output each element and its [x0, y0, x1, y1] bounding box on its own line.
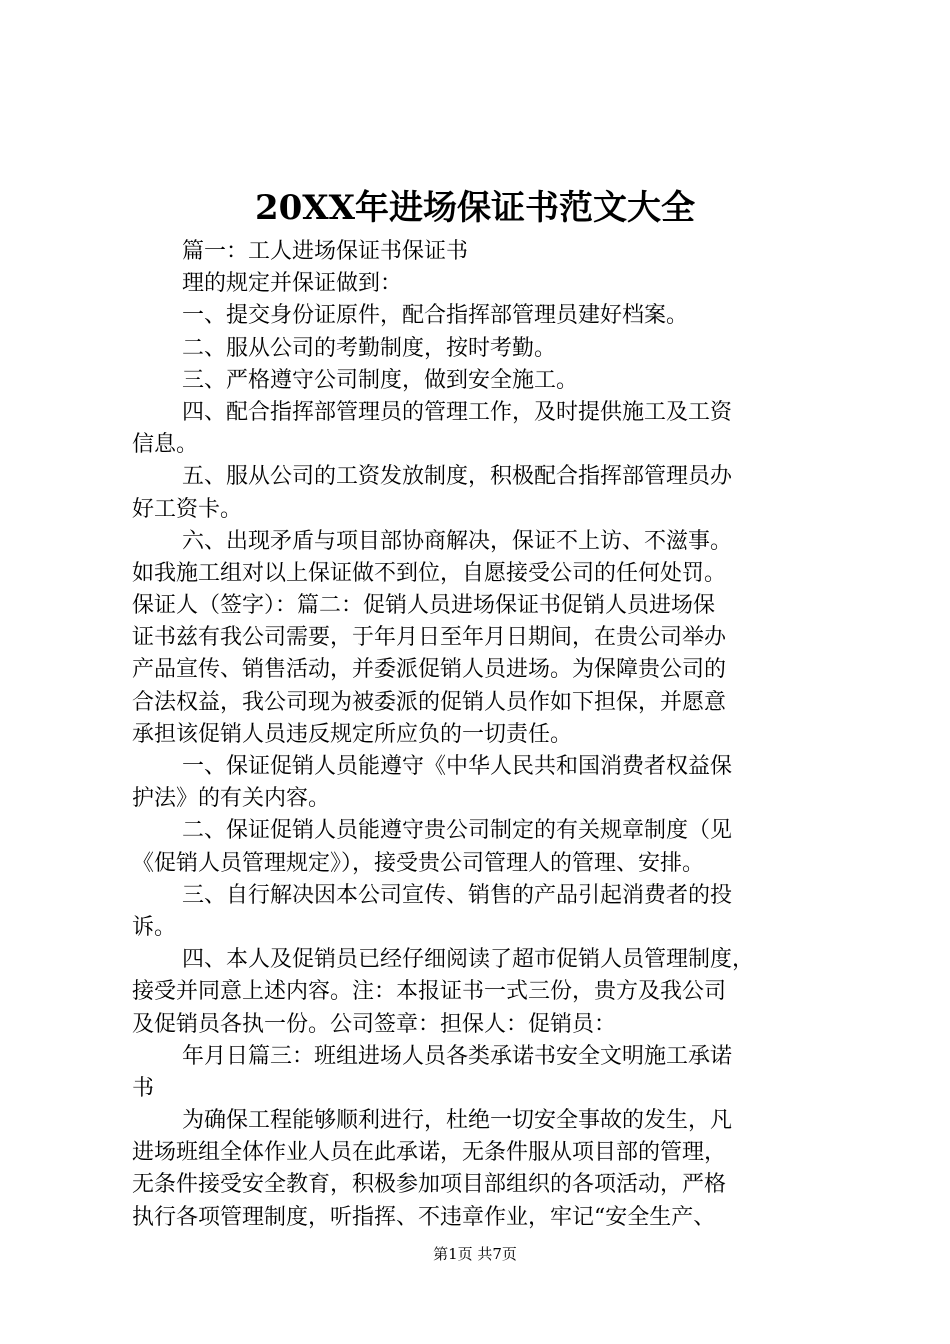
- text-line: 如我施工组对以上保证做不到位，自愿接受公司的任何处罚。: [132, 560, 727, 586]
- text-line: 书: [132, 1075, 155, 1101]
- text-line: 二、保证促销人员能遵守贵公司制定的有关规章制度（见: [182, 818, 733, 844]
- text-line: 为确保工程能够顺利进行，杜绝一切安全事故的发生，凡: [182, 1108, 733, 1134]
- text-line: 理的规定并保证做到：: [182, 271, 403, 297]
- text-line: 证书兹有我公司需要，于年月日至年月日期间，在贵公司举办: [132, 625, 727, 651]
- text-line: 年月日篇三：班组进场人员各类承诺书安全文明施工承诺: [182, 1043, 733, 1069]
- document-body: [132, 236, 832, 1234]
- document-title: 20XX年进场保证书范文大全: [254, 188, 696, 228]
- text-line: 诉。: [132, 914, 177, 940]
- text-line: 篇一：工人进场保证书保证书: [182, 239, 469, 264]
- text-line: 无条件接受安全教育，积极参加项目部组织的各项活动，严格: [132, 1172, 727, 1198]
- text-line: 执行各项管理制度，听指挥、不违章作业，牢记“安全生产、: [132, 1204, 716, 1230]
- text-line: 好工资卡。: [132, 496, 243, 522]
- text-line: 三、严格遵守公司制度，做到安全施工。: [182, 367, 579, 393]
- text-line: 保证人（签字）：篇二：促销人员进场保证书促销人员进场保: [132, 593, 716, 619]
- text-line: 及促销员各执一份。公司签章：担保人：促销员：: [132, 1011, 617, 1037]
- text-line: 《促销人员管理规定》），接受贵公司管理人的管理、安排。: [132, 850, 705, 876]
- text-line: 五、服从公司的工资发放制度，积极配合指挥部管理员办: [182, 464, 733, 490]
- text-line: 三、自行解决因本公司宣传、销售的产品引起消费者的投: [182, 882, 733, 908]
- text-line: 信息。: [132, 432, 199, 458]
- text-line: 四、本人及促销员已经仔细阅读了超市促销人员管理制度，: [182, 947, 755, 973]
- page-footer: 第1页 共7页: [433, 1245, 517, 1263]
- text-line: 护法》的有关内容。: [132, 786, 331, 812]
- text-line: 六、出现矛盾与项目部协商解决，保证不上访、不滋事。: [182, 528, 733, 554]
- text-line: 进场班组全体作业人员在此承诺，无条件服从项目部的管理，: [132, 1140, 727, 1166]
- text-line: 四、配合指挥部管理员的管理工作，及时提供施工及工资: [182, 399, 733, 425]
- text-line: 承担该促销人员违反规定所应负的一切责任。: [132, 721, 573, 747]
- text-line: 一、保证促销人员能遵守《中华人民共和国消费者权益保: [182, 754, 733, 779]
- text-line: 合法权益，我公司现为被委派的促销人员作如下担保，并愿意: [132, 689, 727, 715]
- text-line: 产品宣传、销售活动，并委派促销人员进场。为保障贵公司的: [132, 657, 727, 683]
- text-line: 二、服从公司的考勤制度，按时考勤。: [182, 335, 557, 361]
- text-line: 一、提交身份证原件，配合指挥部管理员建好档案。: [182, 303, 689, 329]
- text-line: 接受并同意上述内容。注：本报证书一式三份，贵方及我公司: [132, 979, 727, 1005]
